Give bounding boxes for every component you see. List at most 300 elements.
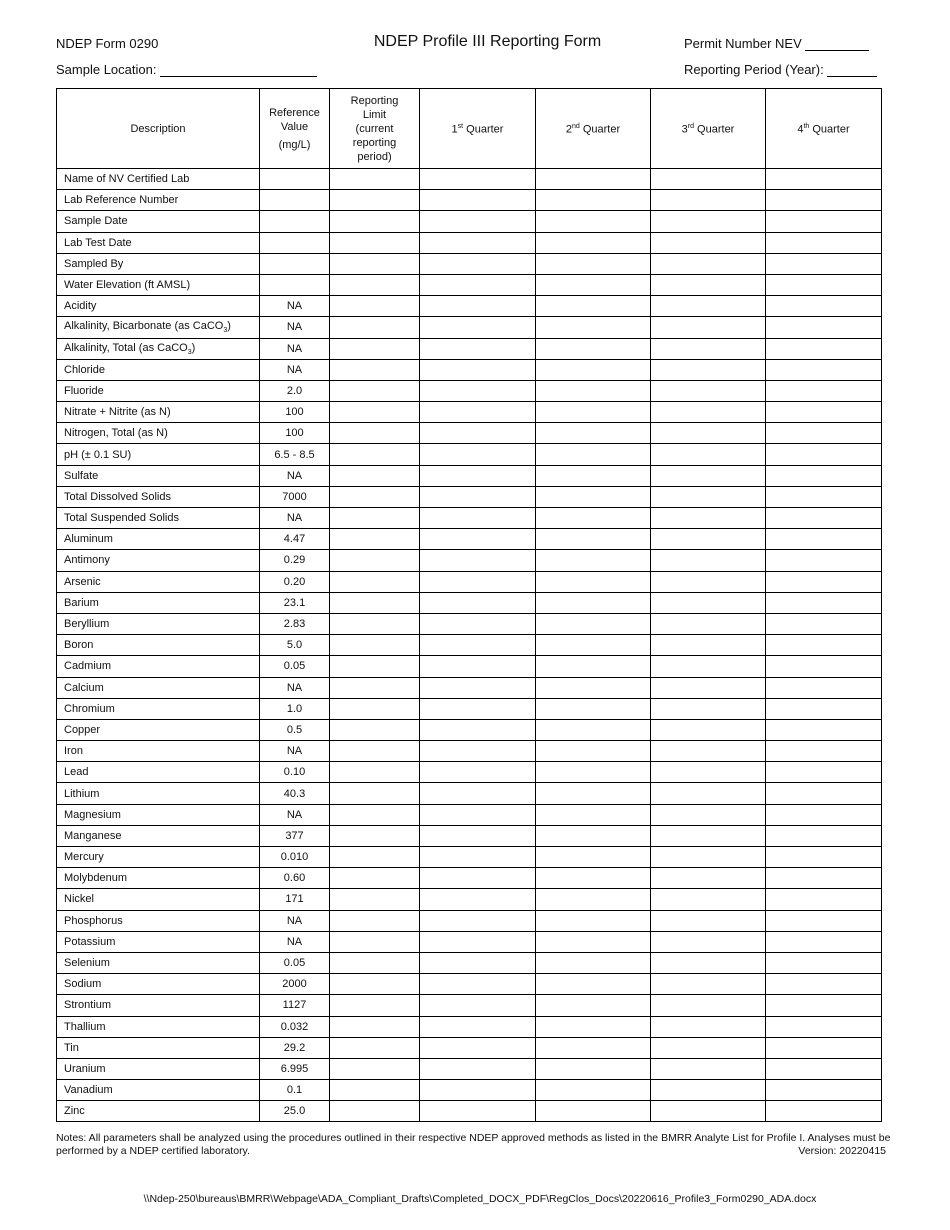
- quarter-3-cell[interactable]: [651, 995, 766, 1016]
- quarter-3-cell[interactable]: [651, 974, 766, 995]
- reporting-limit-cell[interactable]: [330, 211, 420, 232]
- quarter-2-cell[interactable]: [536, 1037, 651, 1058]
- table-row: [57, 465, 882, 486]
- quarter-4-cell[interactable]: [766, 550, 882, 571]
- quarter-3-cell[interactable]: [651, 741, 766, 762]
- quarter-4-cell[interactable]: [766, 169, 882, 190]
- quarter-4-cell[interactable]: [766, 995, 882, 1016]
- reporting-limit-cell[interactable]: [330, 847, 420, 868]
- row-reference-value: NA: [260, 677, 330, 698]
- quarter-4-cell[interactable]: [766, 190, 882, 211]
- quarter-1-cell[interactable]: [420, 465, 536, 486]
- quarter-3-cell[interactable]: [651, 508, 766, 529]
- quarter-2-cell[interactable]: [536, 211, 651, 232]
- reporting-limit-cell[interactable]: [330, 868, 420, 889]
- quarter-1-cell[interactable]: [420, 698, 536, 719]
- quarter-1-cell[interactable]: [420, 741, 536, 762]
- quarter-2-cell[interactable]: [536, 423, 651, 444]
- quarter-2-cell[interactable]: [536, 1058, 651, 1079]
- quarter-4-cell[interactable]: [766, 338, 882, 359]
- reporting-limit-cell[interactable]: [330, 592, 420, 613]
- quarter-1-cell[interactable]: [420, 783, 536, 804]
- quarter-1-cell[interactable]: [420, 719, 536, 740]
- quarter-4-cell[interactable]: [766, 804, 882, 825]
- quarter-3-cell[interactable]: [651, 253, 766, 274]
- table-row: [57, 232, 882, 253]
- quarter-2-cell[interactable]: [536, 1080, 651, 1101]
- quarter-3-cell[interactable]: [651, 868, 766, 889]
- quarter-2-cell[interactable]: [536, 698, 651, 719]
- quarter-4-cell[interactable]: [766, 613, 882, 634]
- quarter-2-cell[interactable]: [536, 889, 651, 910]
- quarter-2-cell[interactable]: [536, 253, 651, 274]
- quarter-3-cell[interactable]: [651, 232, 766, 253]
- quarter-4-cell[interactable]: [766, 529, 882, 550]
- q1-sup: st: [457, 123, 464, 131]
- quarter-2-cell[interactable]: [536, 571, 651, 592]
- quarter-2-cell[interactable]: [536, 613, 651, 634]
- quarter-4-cell[interactable]: [766, 868, 882, 889]
- reporting-limit-cell[interactable]: [330, 1016, 420, 1037]
- quarter-1-cell[interactable]: [420, 1101, 536, 1122]
- quarter-2-cell[interactable]: [536, 169, 651, 190]
- reporting-limit-cell[interactable]: [330, 190, 420, 211]
- row-description: [57, 529, 260, 550]
- quarter-4-cell[interactable]: [766, 359, 882, 380]
- row-description: [57, 804, 260, 825]
- quarter-2-cell[interactable]: [536, 380, 651, 401]
- quarter-4-cell[interactable]: [766, 952, 882, 973]
- reporting-limit-cell[interactable]: [330, 889, 420, 910]
- q2-sup: nd: [571, 123, 580, 131]
- reporting-limit-cell[interactable]: [330, 486, 420, 507]
- row-description-text: Name of NV Certified Lab: [64, 173, 190, 186]
- row-description: [57, 211, 260, 232]
- row-description: [57, 1058, 260, 1079]
- quarter-3-cell[interactable]: [651, 1080, 766, 1101]
- row-reference-value: NA: [260, 338, 330, 359]
- reporting-limit-cell[interactable]: [330, 741, 420, 762]
- row-reference-value: 7000: [260, 486, 330, 507]
- quarter-4-cell[interactable]: [766, 296, 882, 317]
- table-header-row: [57, 89, 882, 169]
- quarter-3-cell[interactable]: [651, 423, 766, 444]
- reporting-limit-cell[interactable]: [330, 698, 420, 719]
- quarter-1-cell[interactable]: [420, 677, 536, 698]
- sample-location-input[interactable]: [160, 64, 317, 77]
- row-description-text: Cadmium: [64, 660, 112, 673]
- reporting-limit-cell[interactable]: [330, 571, 420, 592]
- quarter-3-cell[interactable]: [651, 380, 766, 401]
- quarter-1-cell[interactable]: [420, 868, 536, 889]
- quarter-3-cell[interactable]: [651, 762, 766, 783]
- quarter-1-cell[interactable]: [420, 931, 536, 952]
- reporting-limit-cell[interactable]: [330, 974, 420, 995]
- quarter-1-cell[interactable]: [420, 910, 536, 931]
- quarter-4-cell[interactable]: [766, 402, 882, 423]
- reporting-limit-cell[interactable]: [330, 338, 420, 359]
- reporting-limit-cell[interactable]: [330, 1080, 420, 1101]
- quarter-3-cell[interactable]: [651, 274, 766, 295]
- table-row: [57, 1101, 882, 1122]
- quarter-3-cell[interactable]: [651, 1037, 766, 1058]
- quarter-1-cell[interactable]: [420, 847, 536, 868]
- quarter-3-cell[interactable]: [651, 338, 766, 359]
- quarter-2-cell[interactable]: [536, 656, 651, 677]
- quarter-1-cell[interactable]: [420, 423, 536, 444]
- reporting-limit-cell[interactable]: [330, 232, 420, 253]
- row-description-text: Alkalinity, Bicarbonate (as CaCO: [64, 320, 224, 333]
- quarter-2-cell[interactable]: [536, 783, 651, 804]
- row-description-subscript: 3: [187, 348, 192, 356]
- quarter-3-cell[interactable]: [651, 296, 766, 317]
- quarter-3-cell[interactable]: [651, 847, 766, 868]
- quarter-1-cell[interactable]: [420, 529, 536, 550]
- table-row: [57, 698, 882, 719]
- quarter-3-cell[interactable]: [651, 825, 766, 846]
- reporting-limit-cell[interactable]: [330, 444, 420, 465]
- reporting-limit-cell[interactable]: [330, 1037, 420, 1058]
- quarter-2-cell[interactable]: [536, 465, 651, 486]
- row-description: [57, 550, 260, 571]
- quarter-1-cell[interactable]: [420, 190, 536, 211]
- reporting-limit-cell[interactable]: [330, 719, 420, 740]
- quarter-3-cell[interactable]: [651, 211, 766, 232]
- quarter-3-cell[interactable]: [651, 550, 766, 571]
- quarter-2-cell[interactable]: [536, 529, 651, 550]
- row-reference-value: NA: [260, 465, 330, 486]
- reporting-limit-cell[interactable]: [330, 656, 420, 677]
- quarter-2-cell[interactable]: [536, 910, 651, 931]
- quarter-3-cell[interactable]: [651, 529, 766, 550]
- row-reference-value: 40.3: [260, 783, 330, 804]
- quarter-4-cell[interactable]: [766, 423, 882, 444]
- row-description: [57, 931, 260, 952]
- quarter-4-cell[interactable]: [766, 211, 882, 232]
- quarter-2-cell[interactable]: [536, 486, 651, 507]
- quarter-4-cell[interactable]: [766, 317, 882, 338]
- reporting-limit-cell[interactable]: [330, 952, 420, 973]
- quarter-1-cell[interactable]: [420, 508, 536, 529]
- quarter-2-cell[interactable]: [536, 296, 651, 317]
- quarter-2-cell[interactable]: [536, 317, 651, 338]
- row-description-text: Total Suspended Solids: [64, 512, 179, 525]
- quarter-4-cell[interactable]: [766, 1101, 882, 1122]
- table-row: [57, 847, 882, 868]
- quarter-2-cell[interactable]: [536, 741, 651, 762]
- quarter-3-cell[interactable]: [651, 931, 766, 952]
- reporting-limit-cell[interactable]: [330, 613, 420, 634]
- quarter-4-cell[interactable]: [766, 635, 882, 656]
- quarter-2-cell[interactable]: [536, 232, 651, 253]
- quarter-2-cell[interactable]: [536, 952, 651, 973]
- reporting-limit-cell[interactable]: [330, 274, 420, 295]
- row-description: [57, 423, 260, 444]
- quarter-2-cell[interactable]: [536, 719, 651, 740]
- quarter-4-cell[interactable]: [766, 719, 882, 740]
- quarter-3-cell[interactable]: [651, 952, 766, 973]
- quarter-4-cell[interactable]: [766, 656, 882, 677]
- reporting-limit-cell[interactable]: [330, 359, 420, 380]
- row-description-text: Selenium: [64, 957, 110, 970]
- row-description-text: Nickel: [64, 893, 94, 906]
- table-row: [57, 359, 882, 380]
- table-row: [57, 889, 882, 910]
- row-description-text: Chloride: [64, 363, 105, 376]
- reporting-limit-cell[interactable]: [330, 550, 420, 571]
- quarter-1-cell[interactable]: [420, 762, 536, 783]
- row-description: [57, 486, 260, 507]
- quarter-1-cell[interactable]: [420, 1016, 536, 1037]
- quarter-1-cell[interactable]: [420, 380, 536, 401]
- quarter-2-cell[interactable]: [536, 931, 651, 952]
- quarter-2-cell[interactable]: [536, 190, 651, 211]
- quarter-1-cell[interactable]: [420, 1058, 536, 1079]
- quarter-4-cell[interactable]: [766, 232, 882, 253]
- col-reporting-limit: [330, 89, 420, 169]
- quarter-3-cell[interactable]: [651, 783, 766, 804]
- quarter-2-cell[interactable]: [536, 508, 651, 529]
- quarter-1-cell[interactable]: [420, 253, 536, 274]
- quarter-2-cell[interactable]: [536, 804, 651, 825]
- quarter-1-cell[interactable]: [420, 169, 536, 190]
- row-reference-value: 0.1: [260, 1080, 330, 1101]
- row-description-text: pH (± 0.1 SU): [64, 448, 132, 461]
- quarter-4-cell[interactable]: [766, 847, 882, 868]
- quarter-2-cell[interactable]: [536, 1101, 651, 1122]
- col-description: Description: [57, 89, 260, 169]
- quarter-3-cell[interactable]: [651, 1058, 766, 1079]
- row-description-text: Potassium: [64, 935, 116, 948]
- quarter-4-cell[interactable]: [766, 1080, 882, 1101]
- quarter-4-cell[interactable]: [766, 253, 882, 274]
- reporting-limit-cell[interactable]: [330, 825, 420, 846]
- quarter-2-cell[interactable]: [536, 762, 651, 783]
- quarter-4-cell[interactable]: [766, 571, 882, 592]
- quarter-3-cell[interactable]: [651, 698, 766, 719]
- quarter-3-cell[interactable]: [651, 1101, 766, 1122]
- quarter-1-cell[interactable]: [420, 952, 536, 973]
- quarter-4-cell[interactable]: [766, 825, 882, 846]
- quarter-4-cell[interactable]: [766, 762, 882, 783]
- reporting-limit-cell[interactable]: [330, 169, 420, 190]
- reporting-limit-cell[interactable]: [330, 529, 420, 550]
- quarter-1-cell[interactable]: [420, 1037, 536, 1058]
- quarter-1-cell[interactable]: [420, 232, 536, 253]
- quarter-1-cell[interactable]: [420, 995, 536, 1016]
- quarter-1-cell[interactable]: [420, 1080, 536, 1101]
- quarter-1-cell[interactable]: [420, 974, 536, 995]
- col-quarter-2: [536, 89, 651, 169]
- col-reference-value: [260, 89, 330, 169]
- quarter-3-cell[interactable]: [651, 719, 766, 740]
- quarter-3-cell[interactable]: [651, 486, 766, 507]
- table-row: [57, 444, 882, 465]
- row-description-text: Sampled By: [64, 257, 124, 270]
- row-reference-value: 100: [260, 402, 330, 423]
- row-description: [57, 719, 260, 740]
- quarter-3-cell[interactable]: [651, 571, 766, 592]
- reporting-limit-cell[interactable]: [330, 1058, 420, 1079]
- quarter-2-cell[interactable]: [536, 974, 651, 995]
- quarter-3-cell[interactable]: [651, 592, 766, 613]
- quarter-4-cell[interactable]: [766, 698, 882, 719]
- quarter-4-cell[interactable]: [766, 783, 882, 804]
- quarter-4-cell[interactable]: [766, 1037, 882, 1058]
- reporting-limit-cell[interactable]: [330, 677, 420, 698]
- quarter-3-cell[interactable]: [651, 465, 766, 486]
- quarter-3-cell[interactable]: [651, 402, 766, 423]
- row-description: [57, 465, 260, 486]
- row-description-text: Total Dissolved Solids: [64, 490, 171, 503]
- quarter-1-cell[interactable]: [420, 402, 536, 423]
- reporting-limit-cell[interactable]: [330, 508, 420, 529]
- quarter-4-cell[interactable]: [766, 1058, 882, 1079]
- row-description-text: Copper: [64, 723, 101, 736]
- quarter-1-cell[interactable]: [420, 825, 536, 846]
- quarter-3-cell[interactable]: [651, 317, 766, 338]
- row-reference-value: NA: [260, 359, 330, 380]
- table-row: [57, 677, 882, 698]
- quarter-4-cell[interactable]: [766, 931, 882, 952]
- quarter-1-cell[interactable]: [420, 317, 536, 338]
- row-reference-value: [260, 169, 330, 190]
- quarter-3-cell[interactable]: [651, 656, 766, 677]
- quarter-1-cell[interactable]: [420, 592, 536, 613]
- quarter-2-cell[interactable]: [536, 274, 651, 295]
- quarter-3-cell[interactable]: [651, 169, 766, 190]
- row-reference-value: 6.995: [260, 1058, 330, 1079]
- reporting-period-input[interactable]: [827, 64, 877, 77]
- quarter-2-cell[interactable]: [536, 847, 651, 868]
- quarter-2-cell[interactable]: [536, 995, 651, 1016]
- quarter-3-cell[interactable]: [651, 613, 766, 634]
- quarter-2-cell[interactable]: [536, 338, 651, 359]
- quarter-4-cell[interactable]: [766, 974, 882, 995]
- reporting-limit-cell[interactable]: [330, 317, 420, 338]
- reporting-limit-cell[interactable]: [330, 423, 420, 444]
- row-reference-value: [260, 211, 330, 232]
- reporting-limit-cell[interactable]: [330, 910, 420, 931]
- reporting-limit-cell[interactable]: [330, 380, 420, 401]
- reporting-period-field: [684, 62, 877, 77]
- quarter-4-cell[interactable]: [766, 444, 882, 465]
- row-description-text: Sample Date: [64, 215, 128, 228]
- quarter-1-cell[interactable]: [420, 571, 536, 592]
- row-description: [57, 847, 260, 868]
- quarter-2-cell[interactable]: [536, 825, 651, 846]
- quarter-2-cell[interactable]: [536, 402, 651, 423]
- reporting-limit-cell[interactable]: [330, 783, 420, 804]
- quarter-1-cell[interactable]: [420, 656, 536, 677]
- row-description-text: Phosphorus: [64, 914, 123, 927]
- quarter-4-cell[interactable]: [766, 1016, 882, 1037]
- row-description-text: Vanadium: [64, 1084, 113, 1097]
- quarter-1-cell[interactable]: [420, 359, 536, 380]
- quarter-3-cell[interactable]: [651, 190, 766, 211]
- quarter-1-cell[interactable]: [420, 486, 536, 507]
- row-reference-value: 25.0: [260, 1101, 330, 1122]
- row-description-text: Sodium: [64, 978, 102, 991]
- quarter-2-cell[interactable]: [536, 677, 651, 698]
- reporting-limit-cell[interactable]: [330, 995, 420, 1016]
- quarter-4-cell[interactable]: [766, 380, 882, 401]
- quarter-3-cell[interactable]: [651, 910, 766, 931]
- quarter-4-cell[interactable]: [766, 889, 882, 910]
- quarter-3-cell[interactable]: [651, 1016, 766, 1037]
- quarter-2-cell[interactable]: [536, 1016, 651, 1037]
- quarter-2-cell[interactable]: [536, 868, 651, 889]
- quarter-1-cell[interactable]: [420, 613, 536, 634]
- quarter-3-cell[interactable]: [651, 635, 766, 656]
- quarter-4-cell[interactable]: [766, 592, 882, 613]
- reporting-limit-cell[interactable]: [330, 253, 420, 274]
- quarter-1-cell[interactable]: [420, 338, 536, 359]
- quarter-2-cell[interactable]: [536, 592, 651, 613]
- row-description-text: Manganese: [64, 829, 122, 842]
- quarter-1-cell[interactable]: [420, 211, 536, 232]
- quarter-2-cell[interactable]: [536, 550, 651, 571]
- quarter-2-cell[interactable]: [536, 444, 651, 465]
- reporting-limit-cell[interactable]: [330, 762, 420, 783]
- quarter-1-cell[interactable]: [420, 296, 536, 317]
- table-row: [57, 635, 882, 656]
- reporting-limit-cell[interactable]: [330, 402, 420, 423]
- page-title: NDEP Profile III Reporting Form: [373, 33, 602, 50]
- reporting-limit-cell[interactable]: [330, 931, 420, 952]
- quarter-4-cell[interactable]: [766, 508, 882, 529]
- reporting-limit-cell[interactable]: [330, 1101, 420, 1122]
- quarter-3-cell[interactable]: [651, 889, 766, 910]
- form-id: NDEP Form 0290: [56, 36, 159, 51]
- quarter-4-cell[interactable]: [766, 486, 882, 507]
- reporting-limit-cell[interactable]: [330, 465, 420, 486]
- reporting-limit-cell[interactable]: [330, 635, 420, 656]
- reporting-limit-cell[interactable]: [330, 804, 420, 825]
- row-description: [57, 613, 260, 634]
- quarter-3-cell[interactable]: [651, 444, 766, 465]
- q2-label: Quarter: [579, 123, 621, 136]
- quarter-4-cell[interactable]: [766, 274, 882, 295]
- row-reference-value: 0.29: [260, 550, 330, 571]
- quarter-4-cell[interactable]: [766, 465, 882, 486]
- quarter-1-cell[interactable]: [420, 889, 536, 910]
- quarter-4-cell[interactable]: [766, 741, 882, 762]
- table-row: [57, 783, 882, 804]
- quarter-2-cell[interactable]: [536, 635, 651, 656]
- row-description: [57, 952, 260, 973]
- quarter-1-cell[interactable]: [420, 550, 536, 571]
- quarter-3-cell[interactable]: [651, 677, 766, 698]
- row-description: [57, 338, 260, 359]
- quarter-1-cell[interactable]: [420, 274, 536, 295]
- row-description-text: Fluoride: [64, 384, 104, 397]
- quarter-1-cell[interactable]: [420, 635, 536, 656]
- quarter-3-cell[interactable]: [651, 359, 766, 380]
- quarter-1-cell[interactable]: [420, 444, 536, 465]
- row-description: [57, 868, 260, 889]
- reporting-table: [56, 88, 882, 1122]
- table-row: [57, 741, 882, 762]
- quarter-4-cell[interactable]: [766, 677, 882, 698]
- reporting-limit-cell[interactable]: [330, 296, 420, 317]
- quarter-1-cell[interactable]: [420, 804, 536, 825]
- permit-number-input[interactable]: [805, 38, 869, 51]
- quarter-3-cell[interactable]: [651, 804, 766, 825]
- quarter-2-cell[interactable]: [536, 359, 651, 380]
- quarter-4-cell[interactable]: [766, 910, 882, 931]
- row-description-text: Aluminum: [64, 533, 113, 546]
